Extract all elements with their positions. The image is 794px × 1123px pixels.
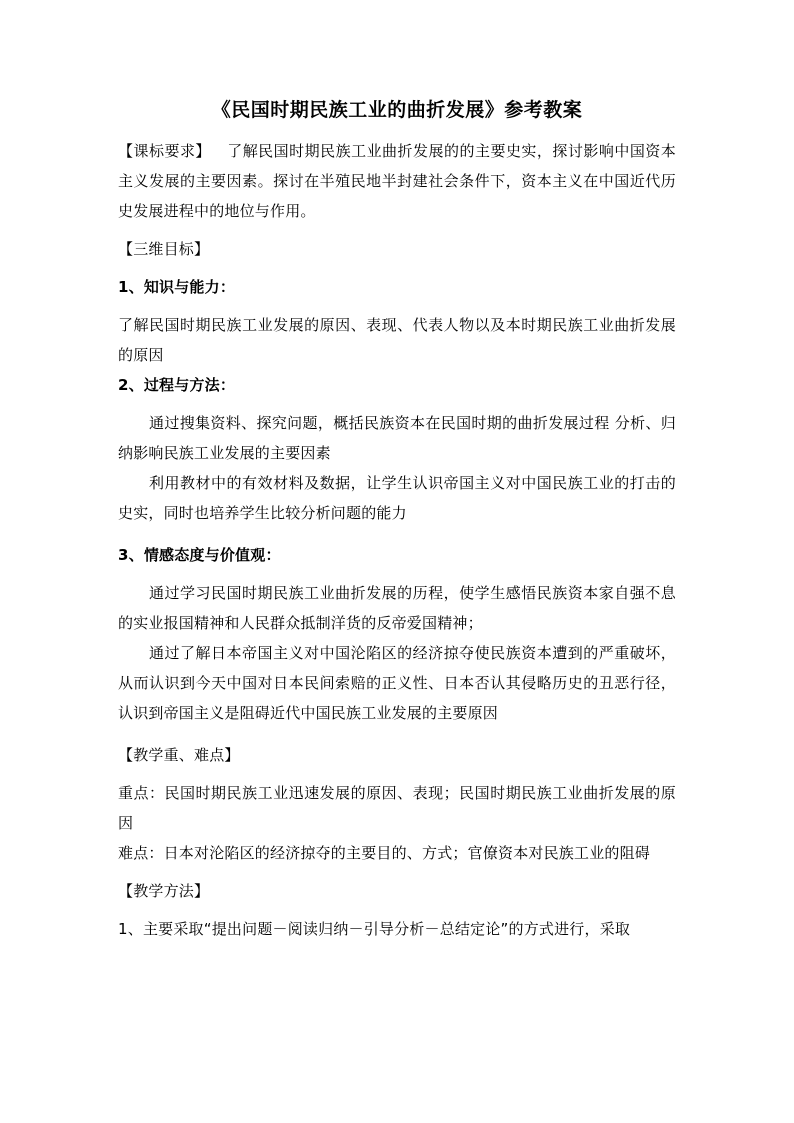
- process-paragraph-2: 利用教材中的有效材料及数据，让学生认识帝国主义对中国民族工业的打击的史实，同时也培养学生比较分析问题的能力: [118, 474, 676, 522]
- key-points-heading: 【教学重、难点】: [118, 746, 240, 764]
- curriculum-text: 了解民国时期民族工业曲折发展的的主要史实，探讨影响中国资本主义发展的主要因素。探讨在半殖民地半封建社会条件下，资本主义在中国近代历史发展进程中的地位与作用。: [118, 142, 676, 220]
- document-title: 《民国时期民族工业的曲折发展》参考教案: [211, 99, 583, 121]
- emotion-heading: 3、情感态度与价值观：: [118, 546, 281, 564]
- goals-heading: 【三维目标】: [118, 240, 210, 258]
- methods-item-1: 1、主要采取“提出问题－阅读归纳－引导分析－总结定论”的方式进行，采取: [118, 920, 631, 938]
- process-paragraph-1: 通过搜集资料、探究问题，概括民族资本在民国时期的曲折发展过程 分析、归纳影响民族工业发展的主要因素: [118, 414, 676, 462]
- methods-heading: 【教学方法】: [118, 882, 210, 900]
- knowledge-heading: 1、知识与能力：: [118, 278, 236, 296]
- knowledge-text: 了解民国时期民族工业发展的原因、表现、代表人物以及本时期民族工业曲折发展的原因: [118, 316, 676, 364]
- key-points-focus: 重点：民国时期民族工业迅速发展的原因、表现；民国时期民族工业曲折发展的原因: [118, 784, 676, 832]
- curriculum-label: 【课标要求】: [118, 142, 211, 160]
- process-heading: 2、过程与方法：: [118, 376, 236, 394]
- emotion-paragraph-1: 通过学习民国时期民族工业曲折发展的历程，使学生感悟民族资本家自强不息的实业报国精神和人民群众抵制洋货的反帝爱国精神；: [118, 584, 676, 632]
- curriculum-requirements: [118, 136, 676, 226]
- key-points-difficulty: 难点：日本对沦陷区的经济掠夺的主要目的、方式；官僚资本对民族工业的阻碍: [118, 844, 651, 862]
- document-body: [118, 96, 676, 944]
- emotion-paragraph-2: 通过了解日本帝国主义对中国沦陷区的经济掠夺使民族资本遭到的严重破坏，从而认识到今天中国对日本民间索赔的正义性、日本否认其侵略历史的丑恶行径，认识到帝国主义是阻碍近代中国民族工业发展的主要原因: [118, 644, 676, 722]
